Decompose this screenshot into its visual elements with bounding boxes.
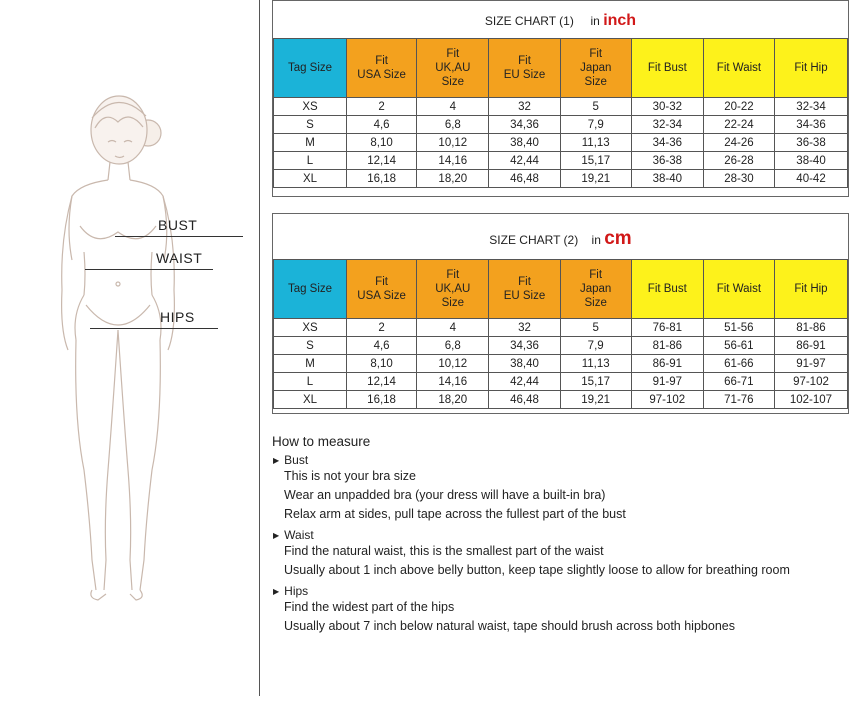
size-chart-cm	[272, 213, 849, 414]
table-cell: 32	[489, 319, 560, 337]
table-cell: 66-71	[703, 373, 774, 391]
chart2-table	[273, 259, 848, 409]
table-cell: 7,9	[560, 116, 631, 134]
table-cell: 36-38	[775, 134, 848, 152]
woman-figure-drawing	[0, 0, 258, 696]
column-header	[631, 260, 703, 319]
measure-sections	[272, 453, 860, 636]
table-cell: XS	[274, 319, 347, 337]
table-row	[274, 373, 848, 391]
body-figure-illustration	[0, 0, 258, 696]
column-header	[775, 39, 848, 98]
table-header-row	[274, 260, 848, 319]
table-cell: 15,17	[560, 373, 631, 391]
table-cell: 28-30	[703, 170, 774, 188]
table-cell: 19,21	[560, 391, 631, 409]
column-header	[346, 260, 416, 319]
table-cell: 56-61	[703, 337, 774, 355]
table-cell: 86-91	[774, 337, 847, 355]
table-cell: 91-97	[774, 355, 847, 373]
bullet-triangle-icon: ▶	[273, 530, 280, 540]
table-cell: 4,6	[346, 337, 416, 355]
table-cell: 38-40	[775, 152, 848, 170]
column-header	[274, 39, 347, 98]
table-cell: 18,20	[417, 391, 489, 409]
column-header	[417, 260, 489, 319]
chart1-table	[273, 38, 848, 188]
vertical-divider	[259, 0, 260, 696]
table-cell: 46,48	[489, 391, 560, 409]
bullet-triangle-icon: ▶	[273, 586, 280, 596]
table-cell: 36-38	[631, 152, 703, 170]
column-header-line: EU Size	[503, 290, 546, 302]
table-cell: 51-56	[703, 319, 774, 337]
chart1-unit-prefix: in	[590, 14, 600, 28]
table-row	[274, 391, 848, 409]
table-cell: 2	[347, 98, 417, 116]
measure-instruction: Find the natural waist, this is the smallest part of the waist	[284, 544, 604, 558]
table-cell: 76-81	[631, 319, 703, 337]
measure-section-title-text: Waist	[284, 528, 314, 542]
table-cell: M	[274, 134, 347, 152]
column-header-line: Fit Bust	[647, 283, 687, 295]
waist-leader-line	[85, 269, 213, 270]
table-header-row	[274, 39, 848, 98]
table-cell: 15,17	[560, 152, 631, 170]
measure-section-title-text: Bust	[284, 453, 309, 467]
table-cell: 8,10	[346, 355, 416, 373]
hips-label: HIPS	[160, 309, 195, 325]
table-cell: L	[274, 373, 347, 391]
table-cell: 5	[560, 319, 631, 337]
measure-instruction: Usually about 7 inch below natural waist, tape should brush across both hipbones	[284, 619, 735, 633]
table-cell: 38,40	[489, 355, 560, 373]
chart2-title: SIZE CHART (2)	[489, 233, 579, 247]
column-header-line: Fit	[518, 276, 531, 288]
measure-section-title	[273, 528, 860, 542]
column-header-line: Fit	[589, 48, 603, 60]
table-cell: 16,18	[347, 170, 417, 188]
chart1-title: SIZE CHART (1)	[484, 14, 574, 28]
table-row	[274, 152, 848, 170]
table-row	[274, 116, 848, 134]
table-cell: 38-40	[631, 170, 703, 188]
table-cell: L	[274, 152, 347, 170]
measure-section-title-text: Hips	[284, 584, 309, 598]
table-cell: 22-24	[703, 116, 774, 134]
chart2-title-row	[273, 228, 848, 250]
table-row	[274, 170, 848, 188]
table-cell: 4,6	[347, 116, 417, 134]
column-header-line: Japan	[580, 62, 612, 74]
table-cell: 34,36	[489, 116, 560, 134]
table-cell: 102-107	[774, 391, 847, 409]
table-cell: 20-22	[703, 98, 774, 116]
table-cell: 14,16	[417, 152, 489, 170]
chart2-unit: cm	[604, 228, 632, 249]
column-header	[560, 260, 631, 319]
table-row	[274, 337, 848, 355]
how-to-measure-section	[272, 434, 860, 636]
table-cell: 24-26	[703, 134, 774, 152]
table-cell: 61-66	[703, 355, 774, 373]
table-cell: 42,44	[489, 152, 560, 170]
table-cell: S	[274, 337, 347, 355]
column-header-line: Fit	[446, 269, 460, 281]
measure-section-title	[273, 584, 860, 598]
table-cell: 32	[489, 98, 560, 116]
table-cell: 86-91	[631, 355, 703, 373]
table-cell: 32-34	[775, 98, 848, 116]
measure-instruction: Usually about 1 inch above belly button, keep tape slightly loose to allow for breathing room	[284, 563, 790, 577]
table-cell: 46,48	[489, 170, 560, 188]
column-header-line: Fit	[375, 276, 388, 288]
measure-instruction: Find the widest part of the hips	[284, 600, 455, 614]
table-cell: 26-28	[703, 152, 774, 170]
table-cell: 19,21	[560, 170, 631, 188]
table-cell: 6,8	[417, 116, 489, 134]
table-cell: 4	[417, 319, 489, 337]
column-header-line: Fit	[375, 55, 388, 67]
column-header-line: Fit	[589, 269, 603, 281]
column-header-line: Size	[584, 297, 607, 309]
table-cell: 12,14	[347, 152, 417, 170]
column-header-line: Fit Bust	[647, 62, 687, 74]
table-cell: 97-102	[774, 373, 847, 391]
table-cell: 12,14	[346, 373, 416, 391]
column-header	[703, 260, 774, 319]
column-header-line: USA Size	[357, 290, 406, 302]
table-cell: 42,44	[489, 373, 560, 391]
table-row	[274, 134, 848, 152]
table-cell: 2	[346, 319, 416, 337]
hips-leader-line	[90, 328, 218, 329]
table-cell: 30-32	[631, 98, 703, 116]
table-cell: 34-36	[631, 134, 703, 152]
table-cell: M	[274, 355, 347, 373]
table-cell: 97-102	[631, 391, 703, 409]
column-header-line: Japan	[580, 283, 612, 295]
column-header-line: Size	[441, 76, 464, 88]
measure-section-title	[273, 453, 860, 467]
column-header-line: Fit Hip	[794, 283, 828, 295]
table-cell: 16,18	[346, 391, 416, 409]
table-cell: 34-36	[775, 116, 848, 134]
column-header-line: Fit Waist	[716, 62, 762, 74]
how-to-measure-heading: How to measure	[272, 434, 371, 449]
bust-label: BUST	[158, 217, 198, 233]
column-header	[274, 260, 347, 319]
column-header-line: Fit	[518, 55, 531, 67]
table-cell: 10,12	[417, 134, 489, 152]
table-cell: 5	[560, 98, 631, 116]
measure-instruction: This is not your bra size	[284, 469, 416, 483]
table-cell: XS	[274, 98, 347, 116]
table-cell: XL	[274, 170, 347, 188]
size-chart-inch	[272, 0, 849, 197]
table-cell: 11,13	[560, 134, 631, 152]
column-header	[703, 39, 774, 98]
table-cell: 34,36	[489, 337, 560, 355]
column-header	[560, 39, 631, 98]
column-header	[631, 39, 703, 98]
column-header-line: Fit Hip	[794, 62, 828, 74]
waist-label: WAIST	[156, 250, 203, 266]
table-cell: 11,13	[560, 355, 631, 373]
column-header-line: Fit Waist	[716, 283, 762, 295]
table-row	[274, 98, 848, 116]
table-cell: 10,12	[417, 355, 489, 373]
column-header	[774, 260, 847, 319]
column-header-line: Size	[441, 297, 464, 309]
table-cell: 18,20	[417, 170, 489, 188]
column-header-line: Tag Size	[287, 283, 333, 295]
column-header	[489, 260, 560, 319]
column-header-line: EU Size	[503, 69, 546, 81]
table-row	[274, 355, 848, 373]
chart2-unit-prefix: in	[591, 233, 601, 247]
table-cell: 4	[417, 98, 489, 116]
bust-leader-line	[115, 236, 243, 237]
table-cell: 71-76	[703, 391, 774, 409]
table-cell: 6,8	[417, 337, 489, 355]
table-row	[274, 319, 848, 337]
bullet-triangle-icon: ▶	[273, 455, 280, 465]
column-header-line: Fit	[446, 48, 460, 60]
table-cell: 7,9	[560, 337, 631, 355]
table-cell: 32-34	[631, 116, 703, 134]
column-header-line: USA Size	[357, 69, 406, 81]
table-cell: 8,10	[347, 134, 417, 152]
table-cell: S	[274, 116, 347, 134]
table-cell: XL	[274, 391, 347, 409]
column-header-line: Tag Size	[287, 62, 333, 74]
measure-instruction: Wear an unpadded bra (your dress will have a built-in bra)	[284, 488, 606, 502]
column-header-line: UK,AU	[435, 62, 471, 74]
table-cell: 81-86	[631, 337, 703, 355]
column-header	[347, 39, 417, 98]
column-header-line: Size	[584, 76, 607, 88]
measure-instruction: Relax arm at sides, pull tape across the fullest part of the bust	[284, 507, 626, 521]
column-header-line: UK,AU	[435, 283, 471, 295]
table-cell: 91-97	[631, 373, 703, 391]
table-cell: 14,16	[417, 373, 489, 391]
chart1-unit: inch	[603, 12, 637, 29]
table-cell: 38,40	[489, 134, 560, 152]
column-header	[489, 39, 560, 98]
table-cell: 40-42	[775, 170, 848, 188]
chart1-title-row	[273, 12, 848, 30]
column-header	[417, 39, 489, 98]
table-cell: 81-86	[774, 319, 847, 337]
